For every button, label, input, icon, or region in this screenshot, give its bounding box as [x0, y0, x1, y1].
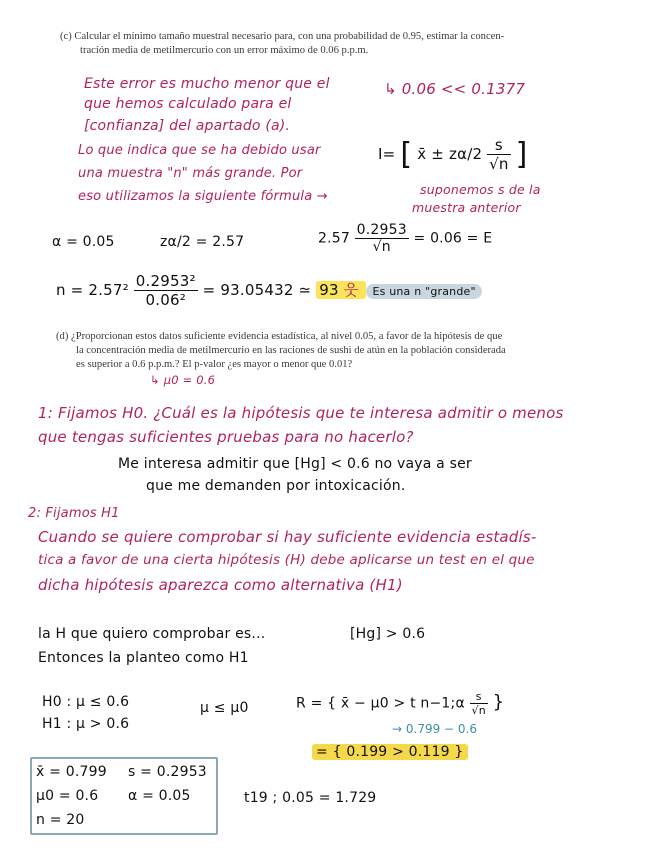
- t-critical-value: t19 ; 0.05 = 1.729: [244, 790, 377, 806]
- h0-statement: H0 : μ ≤ 0.6: [42, 694, 130, 710]
- error-eq-lhs: 2.57: [318, 230, 350, 247]
- interval-fraction: [487, 136, 510, 173]
- note-c-line4: Lo que indica que se ha debido usar: [78, 143, 321, 158]
- data-n: n = 20: [36, 812, 85, 828]
- region-eval-highlight: = { 0.199 > 0.119 }: [312, 744, 468, 760]
- interval-close-bracket: ]: [515, 137, 528, 172]
- n-result-highlight: [316, 281, 366, 299]
- z-value: zα/2 = 2.57: [160, 234, 245, 250]
- interval-formula: [378, 136, 528, 173]
- step2-line3: dicha hipótesis aparezca como alternativa (H1): [38, 576, 403, 594]
- teal-note: → 0.799 − 0.6: [392, 722, 477, 736]
- assume-note-2: muestra anterior: [412, 200, 521, 215]
- mu0-note: ↳ μ0 = 0.6: [150, 373, 216, 387]
- interval-lhs: I=: [378, 145, 396, 163]
- region-evaluation: [312, 744, 468, 760]
- step1-line1: 1: Fijamos H0. ¿Cuál es la hipótesis que te interesa admitir o menos: [38, 404, 564, 422]
- note-c-line1: Este error es mucho menor que el: [84, 76, 330, 92]
- error-eq-den: √n: [372, 239, 391, 255]
- error-equation: [318, 222, 492, 255]
- step1-black-line2: que me demanden por intoxicación.: [146, 478, 406, 494]
- hypothesis-question: la H que quiero comprobar es...: [38, 626, 266, 642]
- note-c-line2: que hemos calculado para el: [84, 96, 292, 112]
- alpha-value: α = 0.05: [52, 234, 115, 250]
- note-c-line3: [confianza] del apartado (a).: [84, 118, 291, 134]
- n-eq-den: 0.06²: [145, 291, 186, 309]
- n-eq-lhs: n = 2.57²: [56, 281, 129, 299]
- data-s: s = 0.2953: [128, 764, 207, 780]
- part-d-statement-line1: (d) ¿Proporcionan estos datos suficiente evidencia estadística, al nivel 0.05, a favor de la hipótesis de que: [56, 331, 503, 342]
- region-s: s: [470, 690, 488, 704]
- hypothesis-question-rhs: [Hg] > 0.6: [350, 626, 426, 642]
- interval-body: x̄ ± zα/2: [417, 145, 483, 163]
- person-icon: 웃: [343, 281, 359, 299]
- error-eq-fraction: [355, 222, 409, 255]
- data-xbar: x̄ = 0.799: [36, 764, 107, 780]
- step1-line2: que tengas suficientes pruebas para no hacerlo?: [38, 428, 414, 446]
- data-alpha: α = 0.05: [128, 788, 191, 804]
- error-eq-rhs: = 0.06 = E: [413, 230, 493, 247]
- step2-title: 2: Fijamos H1: [28, 506, 120, 521]
- region-fraction: [470, 690, 488, 717]
- data-mu0: μ0 = 0.6: [36, 788, 99, 804]
- part-c-statement-line1: (c) Calcular el mínimo tamaño muestral necesario para, con una probabilidad de 0.95, estimar la concen-: [60, 31, 505, 42]
- note-c-line5: una muestra "n" más grande. Por: [78, 166, 303, 181]
- interval-s: s: [487, 136, 510, 155]
- n-equation: [56, 272, 482, 309]
- interval-root-n: √n: [489, 155, 509, 173]
- rejection-region: [296, 690, 504, 717]
- n-eq-fraction: [134, 272, 198, 309]
- step2-line2: tica a favor de una cierta hipótesis (H) debe aplicarse un test en el que: [38, 552, 535, 568]
- interval-open-bracket: [: [400, 137, 413, 172]
- part-d-statement-line2: la concentración media de metilmercurio en las raciones de sushi de atún en la población considerada: [76, 345, 506, 356]
- region-close: }: [492, 691, 505, 713]
- compare-arrow-note: ↳ 0.06 << 0.1377: [384, 80, 526, 98]
- n-result: 93: [319, 281, 339, 299]
- step1-black-line1: Me interesa admitir que [Hg] < 0.6 no vaya a ser: [118, 456, 472, 472]
- assume-note-1: suponemos s de la: [420, 182, 541, 197]
- hypothesis-plan: Entonces la planteo como H1: [38, 650, 249, 666]
- region-lhs: R = { x̄ − μ0 > t n−1;α: [296, 695, 465, 712]
- error-eq-num: 0.2953: [356, 222, 407, 238]
- region-root-n: √n: [471, 704, 486, 717]
- part-c-statement-line2: tración media de metilmercurio con un error máximo de 0.06 p.p.m.: [80, 45, 369, 56]
- note-c-line6: eso utilizamos la siguiente fórmula →: [78, 189, 328, 204]
- n-eq-num: 0.2953²: [135, 272, 196, 290]
- part-d-statement-line3: es superior a 0.6 p.p.m.? El p-valor ¿es mayor o menor que 0.01?: [76, 359, 353, 370]
- h1-statement: H1 : μ > 0.6: [42, 716, 130, 732]
- mu-le-mu0: μ ≤ μ0: [200, 700, 249, 716]
- step2-line1: Cuando se quiere comprobar si hay suficiente evidencia estadís-: [38, 528, 537, 546]
- n-eq-rhs: = 93.05432 ≃: [202, 281, 312, 299]
- n-grande-note: Es una n "grande": [366, 284, 481, 299]
